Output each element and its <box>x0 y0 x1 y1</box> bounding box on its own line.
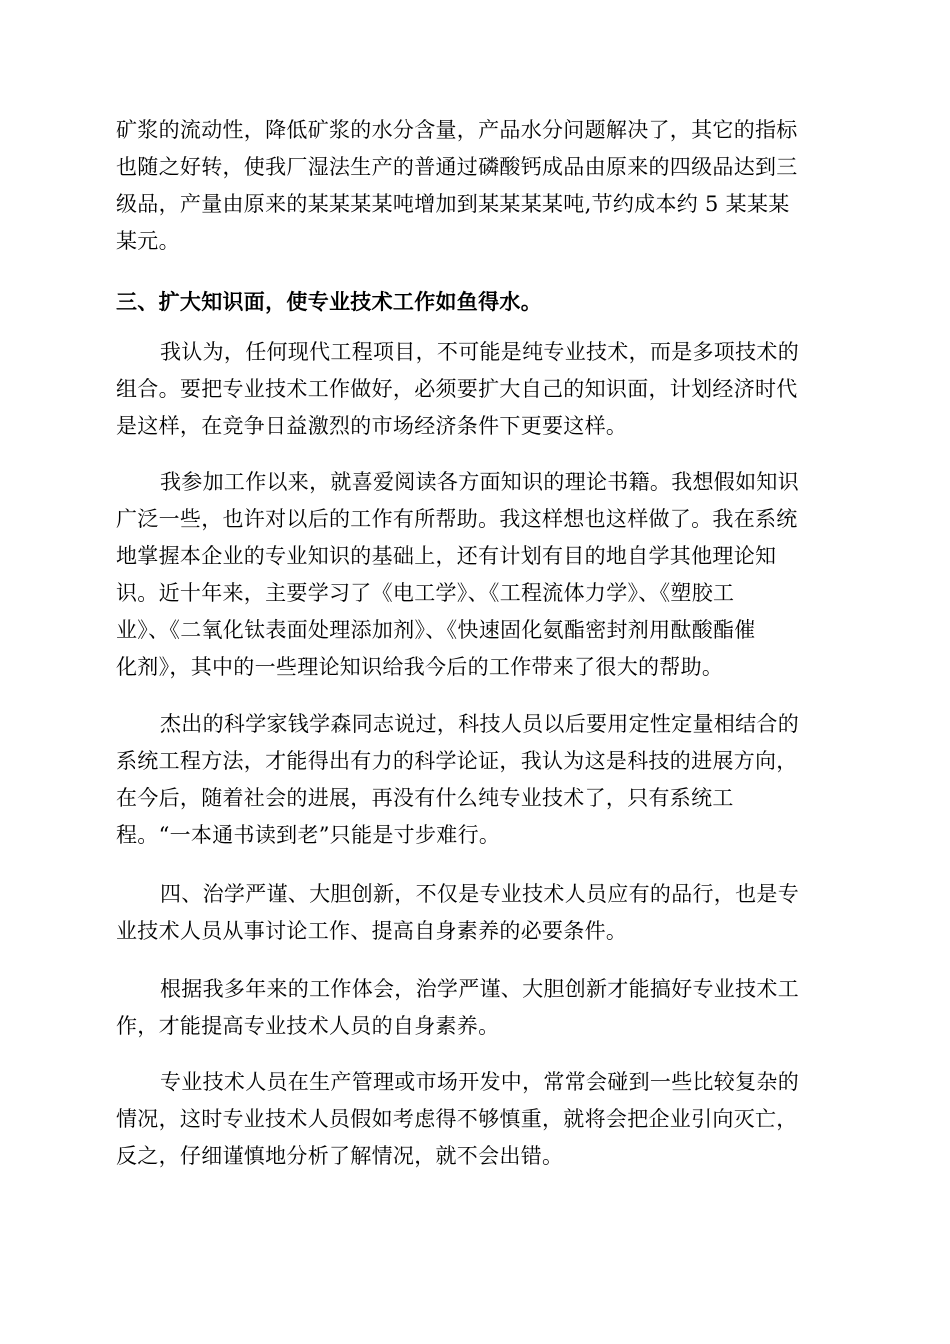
text-line: 级品，产量由原来的某某某某吨增加到某某某某吨,节约成本约 5 某某某 <box>116 192 790 216</box>
text-line: 识。近十年来，主要学习了《电工学》、《工程流体力学》、《塑胶工 <box>116 581 735 605</box>
section-heading-3: 三、扩大知识面，使专业技术工作如鱼得水。 <box>116 290 542 314</box>
paragraph-reading <box>116 464 836 686</box>
text-line: 专业技术人员在生产管理或市场开发中，常常会碰到一些比较复杂的 <box>160 1070 799 1094</box>
paragraph-knowledge <box>116 334 836 445</box>
text-line: 我参加工作以来，就喜爱阅读各方面知识的理论书籍。我想假如知识 <box>160 470 799 494</box>
paragraph-qian-xuesen <box>116 706 836 854</box>
text-line: 杰出的科学家钱学森同志说过，科技人员以后要用定性定量相结合的 <box>160 712 799 736</box>
text-line: 系统工程方法，才能得出有力的科学论证，我认为这是科技的进展方向， <box>116 749 798 773</box>
text-line: 组合。要把专业技术工作做好，必须要扩大自己的知识面，计划经济时代 <box>116 377 798 401</box>
paragraph-caution <box>116 1064 836 1175</box>
text-line: 业》、《二氧化钛表面处理添加剂》、《快速固化氨酯密封剂用酞酸酯催 <box>116 618 756 642</box>
text-line: 作，才能提高专业技术人员的自身素养。 <box>116 1014 500 1038</box>
text-line: 地掌握本企业的专业知识的基础上，还有计划有目的地自学其他理论知 <box>116 544 777 568</box>
text-line: 四、治学严谨、大胆创新，不仅是专业技术人员应有的品行，也是专 <box>160 882 799 906</box>
text-line: 程。“一本通书读到老”只能是寸步难行。 <box>116 823 501 847</box>
text-line: 化剂》，其中的一些理论知识给我今后的工作带来了很大的帮助。 <box>116 655 724 679</box>
paragraph-section-4 <box>116 876 836 950</box>
text-line: 情况，这时专业技术人员假如考虑得不够慎重，就将会把企业引向灭亡， <box>116 1107 798 1131</box>
text-line: 是这样，在竞争日益激烈的市场经济条件下更要这样。 <box>116 414 628 438</box>
text-line: 根据我多年来的工作体会，治学严谨、大胆创新才能搞好专业技术工 <box>160 977 799 1001</box>
paragraph-experience <box>116 971 836 1045</box>
text-line: 广泛一些，也许对以后的工作有所帮助。我这样想也这样做了。我在系统 <box>116 507 798 531</box>
text-line: 在今后，随着社会的进展，再没有什么纯专业技术了，只有系统工 <box>116 786 734 810</box>
text-line: 也随之好转，使我厂湿法生产的普通过磷酸钙成品由原来的四级品达到三 <box>116 155 798 179</box>
text-line: 反之，仔细谨慎地分析了解情况，就不会出错。 <box>116 1144 564 1168</box>
text-line: 我认为，任何现代工程项目，不可能是纯专业技术，而是多项技术的 <box>160 340 799 364</box>
text-line: 某元。 <box>116 229 180 253</box>
text-line: 业技术人员从事讨论工作、提高自身素养的必要条件。 <box>116 919 628 943</box>
paragraph-continuation <box>116 112 836 260</box>
text-line: 矿浆的流动性，降低矿浆的水分含量，产品水分问题解决了，其它的指标 <box>116 118 798 142</box>
